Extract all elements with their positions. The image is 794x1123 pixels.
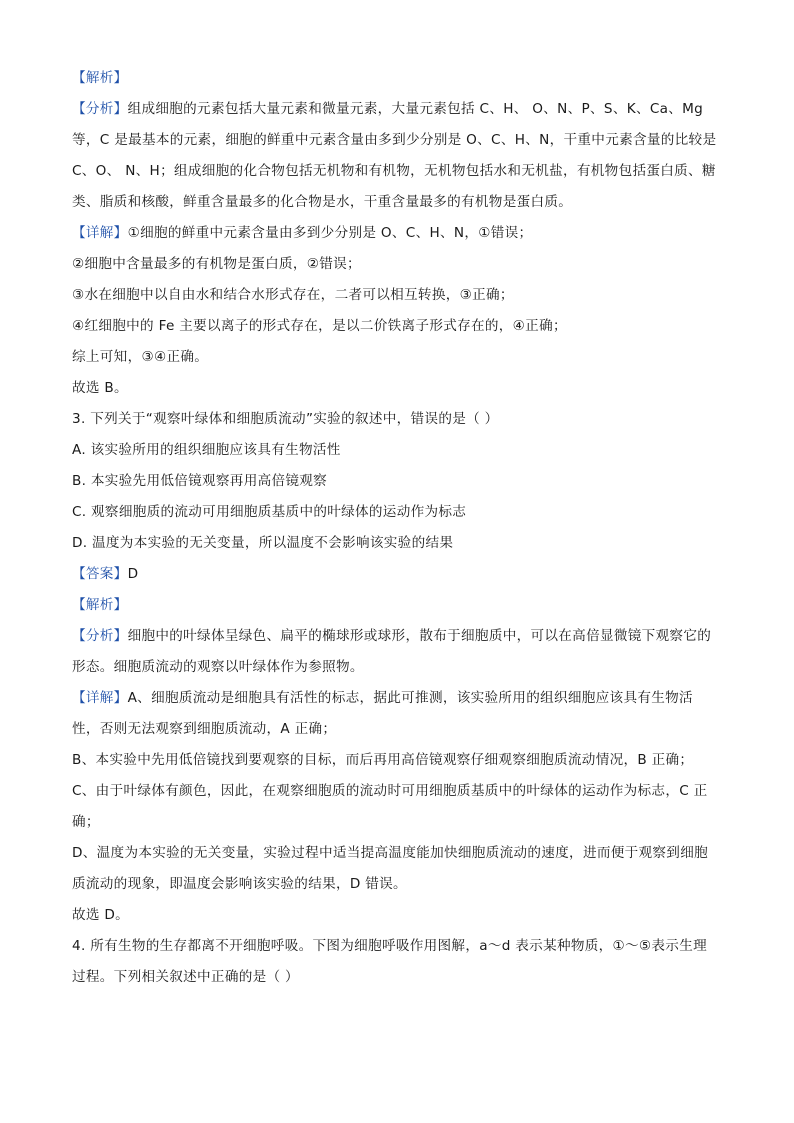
section-label: 【解析】 <box>72 597 128 613</box>
line-text: ③水在细胞中以自由水和结合水形式存在，二者可以相互转换，③正确； <box>72 287 514 303</box>
text-line <box>72 466 726 497</box>
line-text: D. 温度为本实验的无关变量，所以温度不会影响该实验的结果 <box>72 535 454 551</box>
text-line <box>72 838 726 869</box>
line-text: B. 本实验先用低倍镜观察再用高倍镜观察 <box>72 473 328 489</box>
line-text: 确； <box>72 814 100 830</box>
line-text: C、O、 N、H；组成细胞的化合物包括无机物和有机物，无机物包括水和无机盐，有机物包括蛋白质、糖 <box>72 163 716 179</box>
line-text: 4. 所有生物的生存都离不开细胞呼吸。下图为细胞呼吸作用图解，a～d 表示某种物质，①～⑤表示生理 <box>72 938 707 954</box>
text-line <box>72 373 726 404</box>
text-line <box>72 931 726 962</box>
line-text: C、由于叶绿体有颜色，因此，在观察细胞质的流动时可用细胞质基质中的叶绿体的运动作为标志，C 正 <box>72 783 708 799</box>
text-line <box>72 218 726 249</box>
text-line <box>72 94 726 125</box>
section-label: 【分析】 <box>72 101 128 117</box>
text-line <box>72 652 726 683</box>
text-line <box>72 404 726 435</box>
text-line <box>72 590 726 621</box>
line-text: ②细胞中含量最多的有机物是蛋白质，②错误； <box>72 256 361 272</box>
line-text: 类、脂质和核酸，鲜重含量最多的化合物是水，干重含量最多的有机物是蛋白质。 <box>72 194 573 210</box>
text-line <box>72 776 726 807</box>
line-text: ①细胞的鲜重中元素含量由多到少分别是 O、C、H、N，①错误； <box>127 225 533 241</box>
text-line <box>72 497 726 528</box>
text-line <box>72 63 726 94</box>
text-line <box>72 962 726 993</box>
section-label: 【解析】 <box>72 70 128 86</box>
text-line <box>72 869 726 900</box>
text-line <box>72 621 726 652</box>
line-text: 综上可知，③④正确。 <box>72 349 209 365</box>
line-text: C. 观察细胞质的流动可用细胞质基质中的叶绿体的运动作为标志 <box>72 504 467 520</box>
text-line <box>72 311 726 342</box>
line-text: 等，C 是最基本的元素，细胞的鲜重中元素含量由多到少分别是 O、C、H、N，干重中元素含量的比较是 <box>72 132 717 148</box>
line-text: 组成细胞的元素包括大量元素和微量元素，大量元素包括 C、H、 O、N、P、S、K、Ca、Mg <box>127 101 704 117</box>
text-line <box>72 683 726 714</box>
line-text: 细胞中的叶绿体呈绿色、扁平的椭球形或球形，散布于细胞质中，可以在高倍显微镜下观察它的 <box>127 628 712 644</box>
line-text: 质流动的现象，即温度会影响该实验的结果，D 错误。 <box>72 876 407 892</box>
text-line <box>72 125 726 156</box>
line-text: D、温度为本实验的无关变量，实验过程中适当提高温度能加快细胞质流动的速度，进而便于观察到细胞 <box>72 845 708 861</box>
text-line <box>72 528 726 559</box>
line-text: 形态。细胞质流动的观察以叶绿体作为参照物。 <box>72 659 364 675</box>
line-text: D <box>127 566 139 582</box>
text-line <box>72 187 726 218</box>
section-label: 【分析】 <box>72 628 128 644</box>
text-line <box>72 435 726 466</box>
line-text: 性，否则无法观察到细胞质流动，A 正确； <box>72 721 337 737</box>
line-text: A. 该实验所用的组织细胞应该具有生物活性 <box>72 442 341 458</box>
line-text: ④红细胞中的 Fe 主要以离子的形式存在，是以二价铁离子形式存在的，④正确； <box>72 318 567 334</box>
text-line <box>72 249 726 280</box>
section-label: 【详解】 <box>72 690 128 706</box>
text-line <box>72 156 726 187</box>
text-line <box>72 280 726 311</box>
line-text: A、细胞质流动是细胞具有活性的标志，据此可推测，该实验所用的组织细胞应该具有生物活 <box>127 690 693 706</box>
line-text: 3. 下列关于“观察叶绿体和细胞质流动”实验的叙述中，错误的是（ ） <box>72 411 499 427</box>
text-line <box>72 559 726 590</box>
line-text: 故选 B。 <box>72 380 128 396</box>
line-text: 故选 D。 <box>72 907 130 923</box>
text-line <box>72 745 726 776</box>
section-label: 【详解】 <box>72 225 128 241</box>
line-text: B、本实验中先用低倍镜找到要观察的目标，而后再用高倍镜观察仔细观察细胞质流动情况，B 正确； <box>72 752 694 768</box>
text-line <box>72 714 726 745</box>
line-text: 过程。下列相关叙述中正确的是（ ） <box>72 969 299 985</box>
text-line <box>72 807 726 838</box>
text-line <box>72 342 726 373</box>
text-line <box>72 900 726 931</box>
section-label: 【答案】 <box>72 566 128 582</box>
